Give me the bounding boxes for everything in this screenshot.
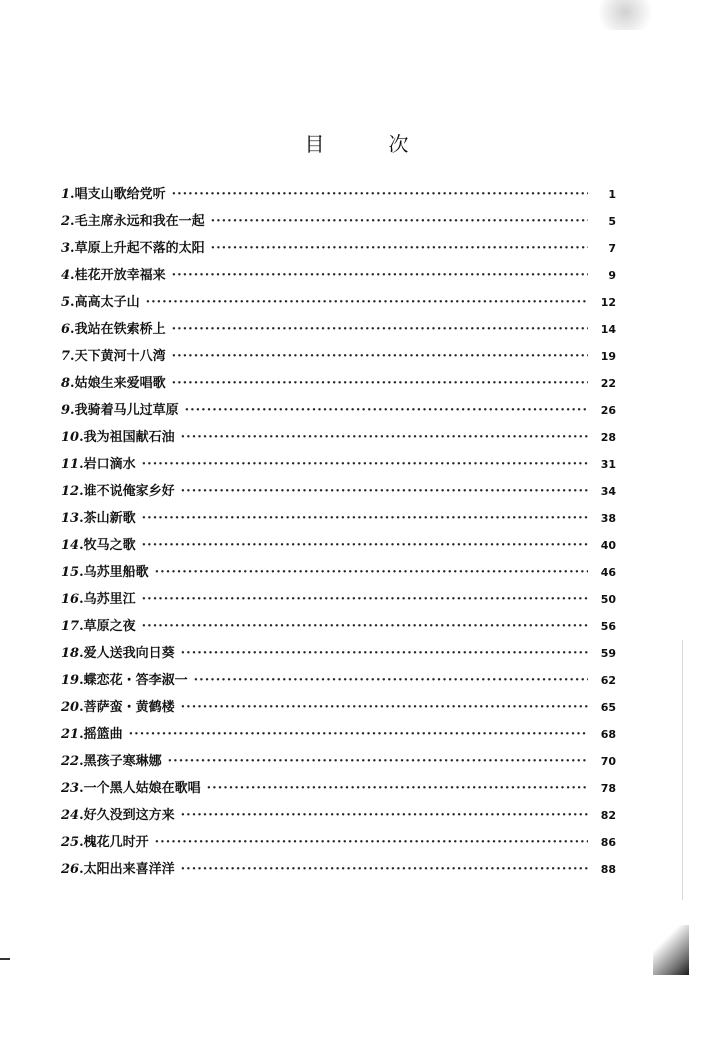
toc-dot-leader [142, 538, 588, 553]
toc-entry-title: 谁不说俺家乡好 [83, 484, 175, 499]
toc-entry-number-dot: . [70, 322, 75, 337]
toc-entry-number: 23 [61, 781, 80, 796]
toc-entry-page-number: 40 [600, 539, 616, 552]
toc-entry-label [61, 642, 175, 661]
toc-entry-number-dot: . [79, 619, 84, 634]
toc-entry-number-dot: . [79, 781, 84, 796]
toc-entry-page-number: 26 [600, 404, 616, 417]
toc-entry-number-dot: . [79, 808, 84, 823]
toc-entry-page-number: 50 [600, 593, 616, 606]
toc-entry-label [61, 237, 205, 256]
toc-dot-leader [142, 511, 588, 526]
toc-entry-label [61, 183, 166, 202]
scan-artifact-bottom-right [653, 925, 689, 975]
toc-entry[interactable] [61, 858, 616, 885]
toc-entry-page-number: 59 [600, 647, 616, 660]
toc-entry-number: 16 [61, 592, 80, 607]
toc-entry-title: 唱支山歌给党听 [74, 187, 166, 202]
toc-entry[interactable] [61, 264, 616, 291]
toc-entry-page-number: 38 [600, 512, 616, 525]
toc-dot-leader [172, 349, 588, 364]
toc-dot-leader [207, 781, 588, 796]
toc-entry-title: 我为祖国献石油 [83, 430, 175, 445]
toc-entry-page-number: 34 [600, 485, 616, 498]
toc-entry[interactable] [61, 210, 616, 237]
toc-entry-title: 槐花几时开 [83, 835, 149, 850]
toc-entry-number: 6 [61, 322, 71, 337]
toc-entry-label [61, 831, 149, 850]
toc-entry-number: 22 [61, 754, 80, 769]
toc-dot-leader [155, 565, 588, 580]
toc-entry-label [61, 777, 201, 796]
toc-dot-leader [172, 376, 588, 391]
toc-entry[interactable] [61, 696, 616, 723]
toc-entry[interactable] [61, 237, 616, 264]
toc-entry[interactable] [61, 453, 616, 480]
toc-entry-page-number: 19 [600, 350, 616, 363]
toc-entry-number-dot: . [70, 295, 75, 310]
toc-entry[interactable] [61, 399, 616, 426]
toc-entry-number-dot: . [79, 754, 84, 769]
toc-entry-page-number: 46 [600, 566, 616, 579]
toc-entry-number: 11 [61, 457, 80, 472]
toc-entry-number: 8 [61, 376, 71, 391]
toc-dot-leader [181, 646, 588, 661]
toc-entry-title: 乌苏里船歌 [83, 565, 149, 580]
toc-entry-number-dot: . [79, 592, 84, 607]
toc-entry-label [61, 534, 136, 553]
toc-entry-page-number: 86 [600, 836, 616, 849]
toc-entry-number-dot: . [79, 538, 84, 553]
toc-entry-page-number: 9 [608, 269, 616, 282]
toc-entry-number-dot: . [79, 727, 84, 742]
toc-entry[interactable] [61, 426, 616, 453]
toc-dot-leader [155, 835, 588, 850]
toc-entry-title: 草原上升起不落的太阳 [74, 241, 205, 256]
toc-dot-leader [142, 619, 588, 634]
toc-entry-number: 9 [61, 403, 71, 418]
toc-dot-leader [172, 187, 588, 202]
toc-entry[interactable] [61, 372, 616, 399]
toc-entry-page-number: 1 [608, 188, 616, 201]
toc-entry-label [61, 561, 149, 580]
toc-dot-leader [211, 241, 588, 256]
toc-entry[interactable] [61, 750, 616, 777]
toc-entry-title: 我骑着马儿过草原 [74, 403, 179, 418]
toc-entry-number: 18 [61, 646, 80, 661]
toc-entry-number-dot: . [70, 187, 75, 202]
toc-entry-number-dot: . [79, 700, 84, 715]
toc-entry-title: 天下黄河十八湾 [74, 349, 166, 364]
toc-entry-number: 25 [61, 835, 80, 850]
toc-entry-number: 19 [61, 673, 80, 688]
toc-entry-page-number: 56 [600, 620, 616, 633]
toc-entry-title: 黑孩子寒琳娜 [83, 754, 162, 769]
toc-entry-number-dot: . [79, 484, 84, 499]
toc-entry-number: 5 [61, 295, 71, 310]
toc-dot-leader [172, 268, 588, 283]
toc-entry-page-number: 82 [600, 809, 616, 822]
toc-entry-number: 20 [61, 700, 80, 715]
toc-entry-title: 乌苏里江 [83, 592, 136, 607]
toc-dot-leader [211, 214, 588, 229]
toc-entry-label [61, 372, 166, 391]
page-title [0, 128, 713, 157]
table-of-contents [61, 183, 616, 885]
toc-dot-leader [181, 484, 588, 499]
toc-entry-title: 一个黑人姑娘在歌唱 [83, 781, 201, 796]
toc-entry[interactable] [61, 804, 616, 831]
toc-entry-number-dot: . [70, 376, 75, 391]
scan-artifact-line [682, 640, 683, 900]
toc-dot-leader [168, 754, 588, 769]
toc-entry[interactable] [61, 777, 616, 804]
toc-entry[interactable] [61, 534, 616, 561]
toc-entry-title: 桂花开放幸福来 [74, 268, 166, 283]
scan-artifact-bottom-left [0, 958, 10, 960]
toc-entry-title: 牧马之歌 [83, 538, 136, 553]
toc-entry-title: 我站在铁索桥上 [74, 322, 166, 337]
toc-entry-page-number: 78 [600, 782, 616, 795]
toc-entry-number-dot: . [79, 457, 84, 472]
toc-entry-number: 4 [61, 268, 71, 283]
toc-entry-number-dot: . [79, 673, 84, 688]
toc-entry-page-number: 70 [600, 755, 616, 768]
toc-entry-page-number: 12 [600, 296, 616, 309]
toc-entry-title: 岩口滴水 [83, 457, 136, 472]
toc-dot-leader [181, 700, 588, 715]
toc-entry-title: 菩萨蛮・黄鹤楼 [83, 700, 175, 715]
toc-entry-number-dot: . [79, 430, 84, 445]
toc-entry-page-number: 88 [600, 863, 616, 876]
toc-entry-title: 蝶恋花・答李淑一 [83, 673, 188, 688]
toc-dot-leader [185, 403, 588, 418]
toc-entry-page-number: 5 [608, 215, 616, 228]
toc-entry-number-dot: . [70, 403, 75, 418]
toc-dot-leader [142, 592, 588, 607]
toc-entry-number: 1 [61, 187, 71, 202]
toc-entry-title: 爱人送我向日葵 [83, 646, 175, 661]
toc-entry-number: 21 [61, 727, 80, 742]
toc-entry[interactable] [61, 615, 616, 642]
toc-entry-page-number: 7 [608, 242, 616, 255]
toc-entry-label [61, 399, 179, 418]
toc-entry[interactable] [61, 318, 616, 345]
toc-entry-label [61, 345, 166, 364]
toc-dot-leader [194, 673, 588, 688]
toc-entry-page-number: 22 [600, 377, 616, 390]
toc-entry[interactable] [61, 291, 616, 318]
toc-entry-label [61, 210, 205, 229]
toc-entry-label [61, 426, 175, 445]
toc-entry-title: 好久没到这方来 [83, 808, 175, 823]
toc-entry-number: 10 [61, 430, 80, 445]
toc-entry-label [61, 723, 123, 742]
toc-entry-label [61, 804, 175, 823]
toc-entry[interactable] [61, 669, 616, 696]
toc-entry[interactable] [61, 831, 616, 858]
toc-entry-number: 13 [61, 511, 80, 526]
toc-entry-number-dot: . [70, 349, 75, 364]
toc-entry-number-dot: . [70, 268, 75, 283]
toc-entry-title: 太阳出来喜洋洋 [83, 862, 175, 877]
toc-entry-page-number: 31 [600, 458, 616, 471]
toc-entry-number-dot: . [79, 646, 84, 661]
toc-dot-leader [172, 322, 588, 337]
toc-entry-number: 26 [61, 862, 80, 877]
toc-entry[interactable] [61, 507, 616, 534]
scan-artifact-top-right [583, 0, 653, 30]
toc-entry-number: 17 [61, 619, 80, 634]
toc-entry-label [61, 318, 166, 337]
toc-dot-leader [181, 808, 588, 823]
toc-entry-label [61, 669, 188, 688]
toc-entry[interactable] [61, 183, 616, 210]
toc-entry-title: 茶山新歌 [83, 511, 136, 526]
toc-entry-number-dot: . [79, 862, 84, 877]
toc-entry-label [61, 858, 175, 877]
toc-entry-page-number: 14 [600, 323, 616, 336]
toc-entry-number-dot: . [70, 214, 75, 229]
toc-entry[interactable] [61, 642, 616, 669]
toc-entry-number: 15 [61, 565, 80, 580]
toc-entry-label [61, 588, 136, 607]
toc-entry-number-dot: . [79, 835, 84, 850]
toc-entry-label [61, 750, 162, 769]
toc-entry[interactable] [61, 561, 616, 588]
toc-entry-title: 姑娘生来爱唱歌 [74, 376, 166, 391]
toc-dot-leader [142, 457, 588, 472]
toc-entry-label [61, 453, 136, 472]
toc-entry[interactable] [61, 588, 616, 615]
toc-entry[interactable] [61, 480, 616, 507]
toc-entry-number: 7 [61, 349, 71, 364]
toc-dot-leader [181, 862, 588, 877]
toc-entry-label [61, 264, 166, 283]
toc-entry-page-number: 65 [600, 701, 616, 714]
toc-entry-page-number: 28 [600, 431, 616, 444]
toc-entry-label [61, 696, 175, 715]
toc-entry-title: 草原之夜 [83, 619, 136, 634]
toc-dot-leader [146, 295, 588, 310]
toc-entry-number: 24 [61, 808, 80, 823]
toc-entry-title: 高高太子山 [74, 295, 140, 310]
toc-entry-number: 12 [61, 484, 80, 499]
toc-dot-leader [181, 430, 588, 445]
toc-entry-number: 2 [61, 214, 71, 229]
title-char-1: 目 [304, 132, 325, 156]
toc-entry-page-number: 62 [600, 674, 616, 687]
toc-entry[interactable] [61, 723, 616, 750]
title-char-2: 次 [388, 132, 409, 156]
toc-entry-label [61, 291, 140, 310]
toc-entry-number-dot: . [79, 511, 84, 526]
toc-entry-title: 毛主席永远和我在一起 [74, 214, 205, 229]
toc-entry-page-number: 68 [600, 728, 616, 741]
toc-entry-number: 14 [61, 538, 80, 553]
toc-entry-label [61, 615, 136, 634]
toc-entry-number: 3 [61, 241, 71, 256]
toc-entry-label [61, 507, 136, 526]
toc-entry-number-dot: . [79, 565, 84, 580]
toc-entry-label [61, 480, 175, 499]
toc-dot-leader [129, 727, 588, 742]
toc-entry-number-dot: . [70, 241, 75, 256]
toc-entry-title: 摇篮曲 [83, 727, 123, 742]
toc-entry[interactable] [61, 345, 616, 372]
